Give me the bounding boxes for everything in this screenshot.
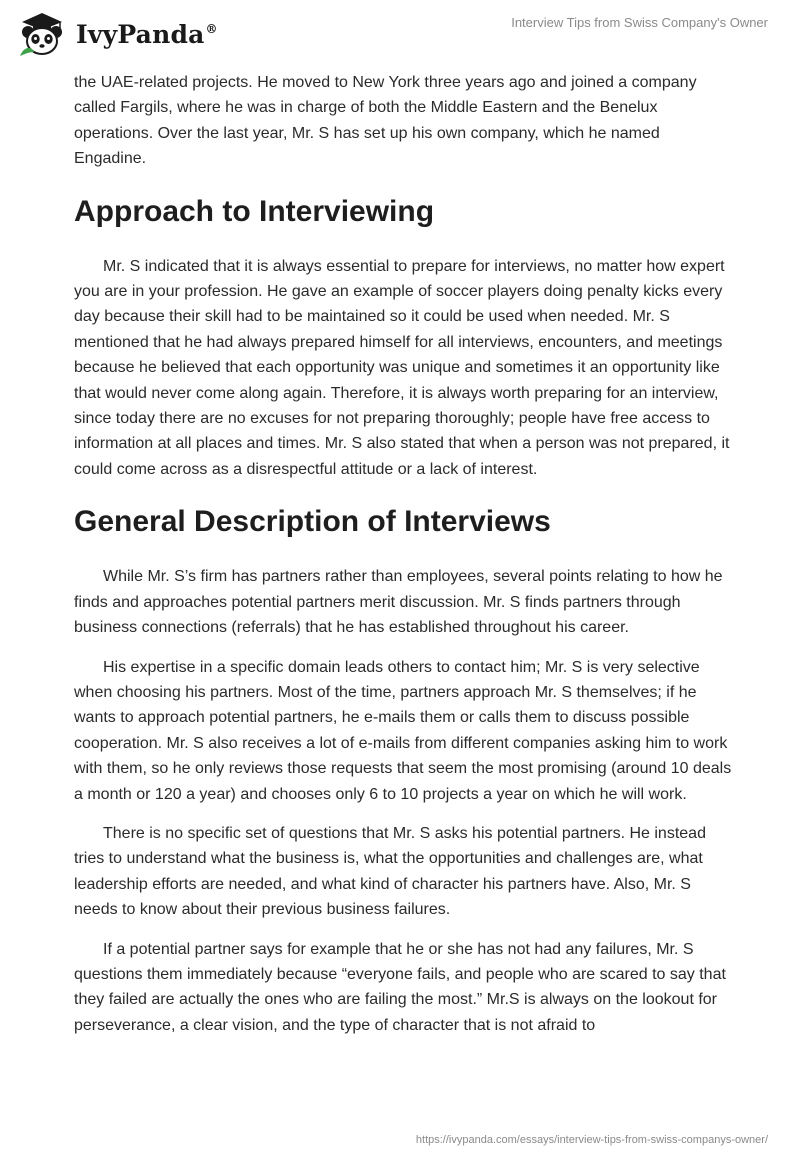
essay-body — [74, 70, 734, 1038]
body-paragraph: If a potential partner says for example that he or she has not had any failures, Mr. S questions them immediately because “everyone fails, and people who are scared to say that they failed are actually the ones who are failing the most.” Mr.S is always on the lookout for perseverance, a clear vision, and the type of character that is not afraid to — [74, 940, 726, 1034]
page-header — [0, 0, 800, 70]
source-url[interactable]: https://ivypanda.com/essays/interview-tips-from-swiss-companys-owner/ — [415, 1134, 768, 1146]
document-title: Interview Tips from Swiss Company's Owner — [511, 15, 768, 30]
section-heading-approach: Approach to Interviewing — [74, 194, 435, 228]
body-paragraph: Mr. S indicated that it is always essential to prepare for interviews, no matter how expert you are in your profession. He gave an example of soccer players doing penalty kicks every day because their skill had to be maintained so it could be used when needed. Mr. S mentioned that he had always prepared himself for all interviews, encounters, and meetings because he believed that each opportunity was unique and sometimes it an opportunity like that would never come along again. Therefore, it is always worth preparing for an interview, since today there are no excuses for not preparing thoroughly; people have free access to information at all places and times. Mr. S also stated that when a person was not prepared, it could come across as a disrespectful attitude or a lack of interest. — [74, 257, 730, 478]
registered-mark: ® — [205, 22, 218, 37]
logo-wordmark: IvyPanda® — [76, 19, 218, 49]
panda-logo-icon — [16, 8, 68, 60]
section-heading-general-description: General Description of Interviews — [74, 505, 551, 539]
intro-paragraph: the UAE-related projects. He moved to New York three years ago and joined a company called Fargils, where he was in charge of both the Middle Eastern and the Benelux operations. Over the last year, Mr. S has set up his own company, which he named Engadine. — [74, 74, 697, 168]
body-paragraph: His expertise in a specific domain leads others to contact him; Mr. S is very selective when choosing his partners. Most of the time, partners approach Mr. S themselves; if he wants to approach potential partners, he e-mails them or calls them to discuss possible cooperation. Mr. S also receives a lot of e-mails from different companies asking him to work with them, so he only reviews those requests that seem the most promising (around 10 deals a month or 120 a year) and chooses only 6 to 10 projects a year on which he will work. — [74, 658, 732, 803]
body-paragraph: While Mr. S’s firm has partners rather than employees, several points relating to how he finds and approaches potential partners merit discussion. Mr. S finds partners through business connections (referrals) that he has established throughout his career. — [74, 568, 723, 637]
site-logo[interactable] — [16, 8, 218, 60]
body-paragraph: There is no specific set of questions that Mr. S asks his potential partners. He instead tries to understand what the business is, what the opportunities and challenges are, what leadership efforts are needed, and what kind of character his partners have. Also, Mr. S needs to know about their previous business failures. — [74, 824, 706, 919]
